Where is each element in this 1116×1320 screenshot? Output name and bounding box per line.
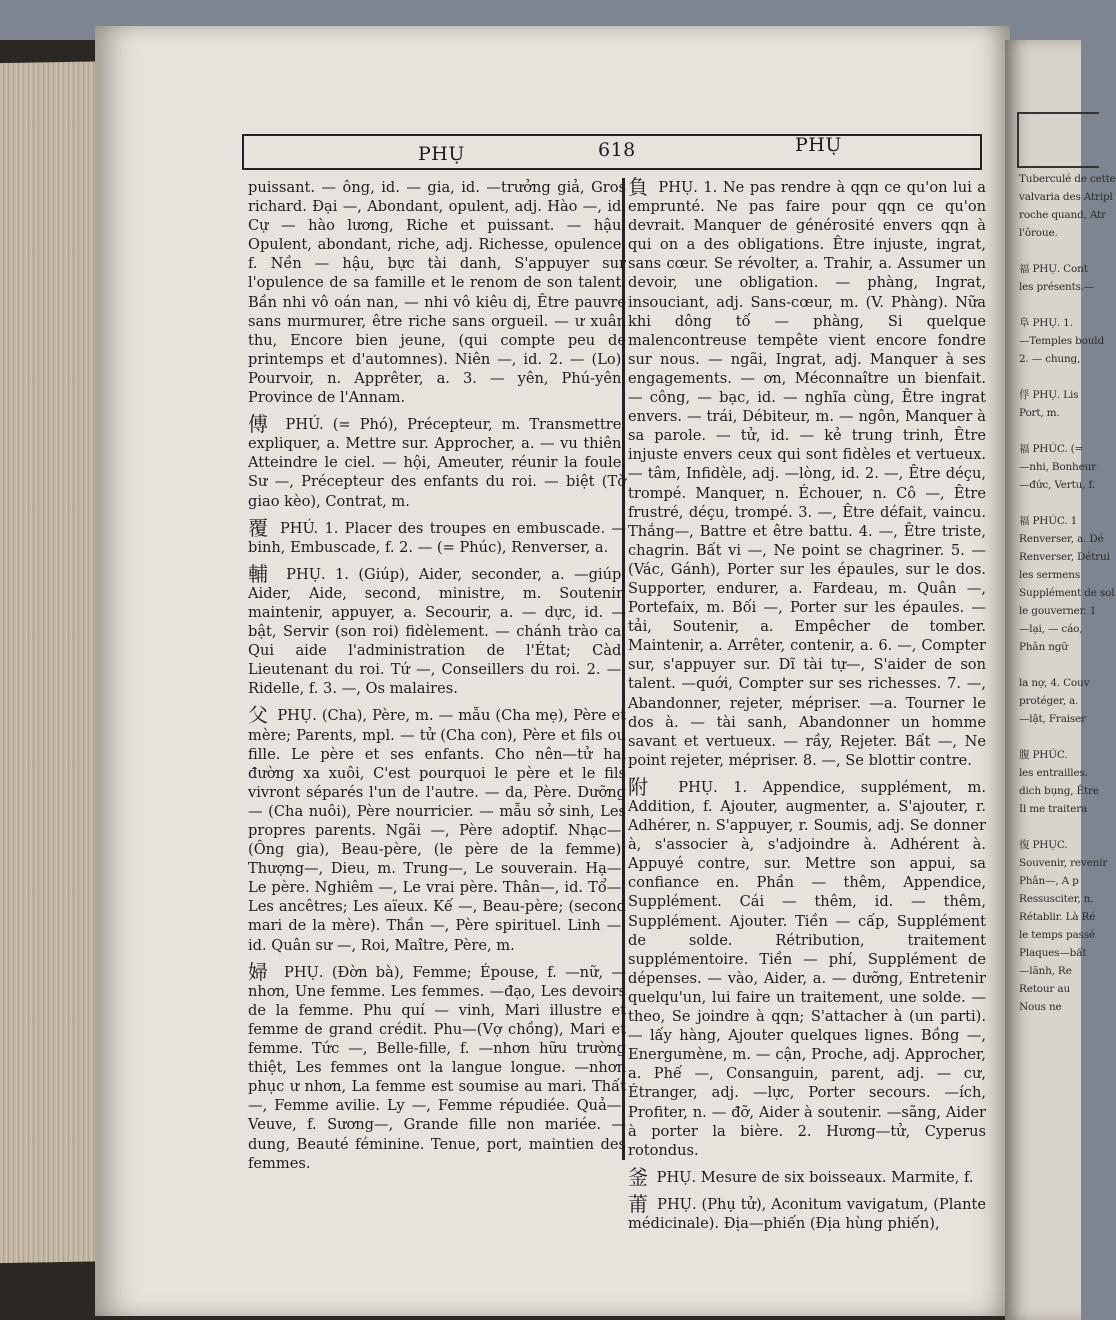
entry-text: puissant. — ông, id. — gia, id. —trưởng giả, Gros richard. Đại —, Abondant, opulent, adj. Hào —, id. Cự — hào lương, Riche et puissant. — hậu, Opulent, abondant, riche, adj. Richesse, opulence, f. Nền — hậu, bực tài danh, S'appuyer sur l'opulence de sa famille et le renom de son talent. Bần nhi vô oán nan, — nhi vô kiêu dị, Être pauvre sans murmurer, être riche sans orgueil. — ư xuân thu, Encore bien jeune, (qui compte peu de printemps et d'automnes). Niên —, id. 2. — (Lo), Pourvoir, n. Apprêter, a. 3. — yên, Phú-yên, Province de l'Annam. xyxy=(248,179,626,407)
hanzi-headword: 釜 xyxy=(628,1164,648,1189)
entry-text: PHỤ. 1. Ne pas rendre à qqn ce qu'on lui a emprunté. Ne pas faire pour qqn ce qu'on devrait. Manquer de générosité envers qqn à qui on a des obligations. Être injuste, ingrat, sans cœur. Se révolter, a. Trahir, a. Assumer un devoir, une obligation. — phàng, Ingrat, insouciant, adj. Sans-cœur, m. (V. Phàng). Nữa khi dông tố — phàng, Si quelque malencontreuse tempête vient encore fondre sur nous. — ngãi, Ingrat, adj. Manquer à ses engagements. — ơn, Méconnaître un bienfait. — công, — bạc, id. — nghĩa cùng, Être ingrat envers. — trái, Débiteur, m. — ngôn, Manquer à sa parole. — tử, id. — kẻ trung trinh, Être injuste envers ceux qui sont fidèles et vertueux. — tâm, Infidèle, adj. —lòng, id. 2. —, Être déçu, trompé. Manquer, n. Échouer, n. Cô —, Être frustré, déçu, trompé. 3. —, Être défait, vaincu. Thắng—, Battre et être battu. 4. —, Être triste, chagrin. Bất vi —, Ne point se chagriner. 5. — (Vác, Gánh), Porter sur les épaules, sur le dos. Supporter, endurer, a. Fardeau, m. Quân —, Portefaix, m. Bối —, Porter sur les épaules. — tải, Soutenir, a. Empêcher de tomber. Maintenir, a. Arrêter, contenir, a. 6. —, Compter sur, s'appuyer sur. Dĩ tài tự—, S'aider de son talent. —quới, Compter sur ses richesses. 7. —, Abandonner, rejeter, mépriser. —a. Tourner le dos à. — tài sanh, Abandonner un homme savant et vertueux. — rầy, Rejeter. Bất —, Ne point rejeter, mépriser. 8. —, Se blottir contre. xyxy=(628,179,986,769)
entry xyxy=(248,412,627,510)
hanzi-headword: 莆 xyxy=(628,1191,649,1216)
entry-text: PHÚ. 1. Placer des troupes en embuscade. —binh, Embuscade, f. 2. — (= Phúc), Renverser, a. xyxy=(248,519,626,556)
entry-text: PHỤ. (Phụ tử), Aconitum vavigatum, (Plante médicinale). Địa—phiến (Địa hùng phiến), xyxy=(628,1195,987,1232)
entry xyxy=(248,703,627,954)
entry xyxy=(248,561,627,699)
entry xyxy=(628,1191,987,1233)
entry xyxy=(628,1164,986,1189)
facing-page-text: Tuberculé de cette valvaria des Atripl roche quand, Atr l'ôroue. 福 PHỤ. Cont les présents.— 阜 PHỤ. 1. —Temples bould 2. — chung, 俘 PHỤ. Lis Port, m. 福 PHÚC. (= —nhi, Bonheur —đức, Vertu, f. 福 PHÚC. 1 Renverser, a. Dé Renverser, Détrui les sermens Supplément de sol le gouverner. 1 —lại, — cáo, Phân ngữ la nợ, 4. Couv protéger, a. —lật, Fraiser 腹 PHÚC. les entrailles. dich bụng, Être Il me traitera 復 PHỤC. Souvenir, revenir Phân—, A p Ressusciter, n. Rétablir. Là Ré le temps passé Plaques—bất —lãnh, Re Retour au Nous ne xyxy=(1019,173,1116,1013)
hanzi-headword: 覆 xyxy=(248,515,270,540)
hanzi-headword: 輔 xyxy=(248,561,273,586)
entry-text: PHỤ. 1. Appendice, supplément, m. Addition, f. Ajouter, augmenter, a. S'ajouter, r. Adhérer, n. S'appuyer, r. Soumis, adj. Se donner à, s'associer à, s'adjoindre à. Adhérent à. Appuyé contre, sur. Mettre son appui, sa confiance en. Phần — thêm, Appendice, Supplément. Cái — thêm, id. — thêm, Supplément. Ajouter. Tiền — cấp, Supplément de solde. Rétribution, traitement supplémentoire. Tiền — phí, Supplément de dépenses. — vào, Aider, a. — dưỡng, Entretenir quelqu'un, lui faire un traitement, une solde. — theo, Se joindre à qqn; S'attacher à (un parti). — lấy hàng, Ajouter quelques lignes. Bồng —, Energumène, m. — cận, Proche, adj. Approcher, a. Phế —, Consanguin, parent, adj. — cư, Étranger, adj. —lực, Porter secours. —ích, Profiter, n. — đỡ, Aider à soutenir. —sãng, Aider à porter la bière. 2. Hương—tử, Cyperus rotondus. xyxy=(628,778,987,1159)
hanzi-headword: 傅 xyxy=(248,412,273,437)
entry xyxy=(248,959,627,1173)
entry-text: PHỤ. 1. (Giúp), Aider, seconder, a. —giúp, Aider, Aide, second, ministre, m. Soutenir, maintenir, appuyer, a. Secourir, a. — dực, id. — bật, Servir (son roi) fidèlement. — chánh trào ca, Qui aide l'administration de l'État; Càd. Lieutenant du roi. Tứ —, Conseillers du roi. 2. —, Ridelle, f. 3. —, Os malaires. xyxy=(248,565,627,698)
entry-text: PHỤ. (Đờn bà), Femme; Épouse, f. —nữ, —nhơn, Une femme. Les femmes. —đạo, Les devoirs de la femme. Phu quí — vinh, Mari illustre et femme de grand crédit. Phu—(Vợ chồng), Mari et femme. Tức —, Belle-fille, f. —nhơn hữu trường thiệt, Les femmes ont la langue longue. —nhơn phục ư nhơn, La femme est soumise au mari. Thất —, Femme avilie. Ly —, Femme répudiée. Quả—, Veuve, f. Sương—, Grande fille non mariée. — dung, Beauté féminine. Tenue, port, maintien des femmes. xyxy=(248,963,627,1172)
left-column xyxy=(248,178,626,1173)
facing-page-edge xyxy=(1005,40,1116,1320)
entry xyxy=(628,774,987,1160)
hanzi-headword: 父 xyxy=(248,703,269,728)
page-number: 618 xyxy=(598,139,636,161)
hanzi-headword: 婦 xyxy=(248,959,272,984)
hanzi-headword: 負 xyxy=(628,175,649,199)
right-column xyxy=(628,175,987,1233)
entry xyxy=(628,175,986,770)
hanzi-headword: 附 xyxy=(628,774,659,799)
header-left-word: PHỤ xyxy=(418,143,465,165)
entry-text: PHỤ. Mesure de six boisseaux. Marmite, f. xyxy=(656,1168,974,1186)
facing-page-header-frame xyxy=(1017,112,1099,168)
entry xyxy=(248,515,626,557)
entry-text: PHỤ. (Cha), Père, m. — mẫu (Cha mẹ), Père et mère; Parents, mpl. — tử (Cha con), Père et fils ou fille. Le père et ses enfants. Cho nên—tử hai đường xa xuôi, C'est pourquoi le père et le fils vivront séparés l'un de l'autre. — da, Père. Dưỡng — (Cha nuôi), Père nourricier. — mẫu sở sinh, Les propres parents. Ngãi —, Père adoptif. Nhạc—, (Ông gia), Beau-père, (le père de la femme). Thượng—, Dieu, m. Trung—, Le souverain. Hạ—, Le père. Nghiêm —, Le vrai père. Thân—, id. Tổ—, Les ancêtres; Les aïeux. Kế —, Beau-père; (second mari de la mère). Thần —, Père spirituel. Linh —, id. Quân sư —, Roi, Maître, Père, m. xyxy=(248,707,627,954)
entry xyxy=(248,178,626,407)
header-right-word: PHỤ xyxy=(795,134,842,156)
entry-text: PHÚ. (= Phó), Précepteur, m. Transmettre, expliquer, a. Mettre sur. Approcher, a. — vu thiên, Atteindre le ciel. — hội, Ameuter, réunir la foule. Sư —, Précepteur des enfants du roi. — biệt (Tờ giao kèo), Contrat, m. xyxy=(248,416,627,510)
